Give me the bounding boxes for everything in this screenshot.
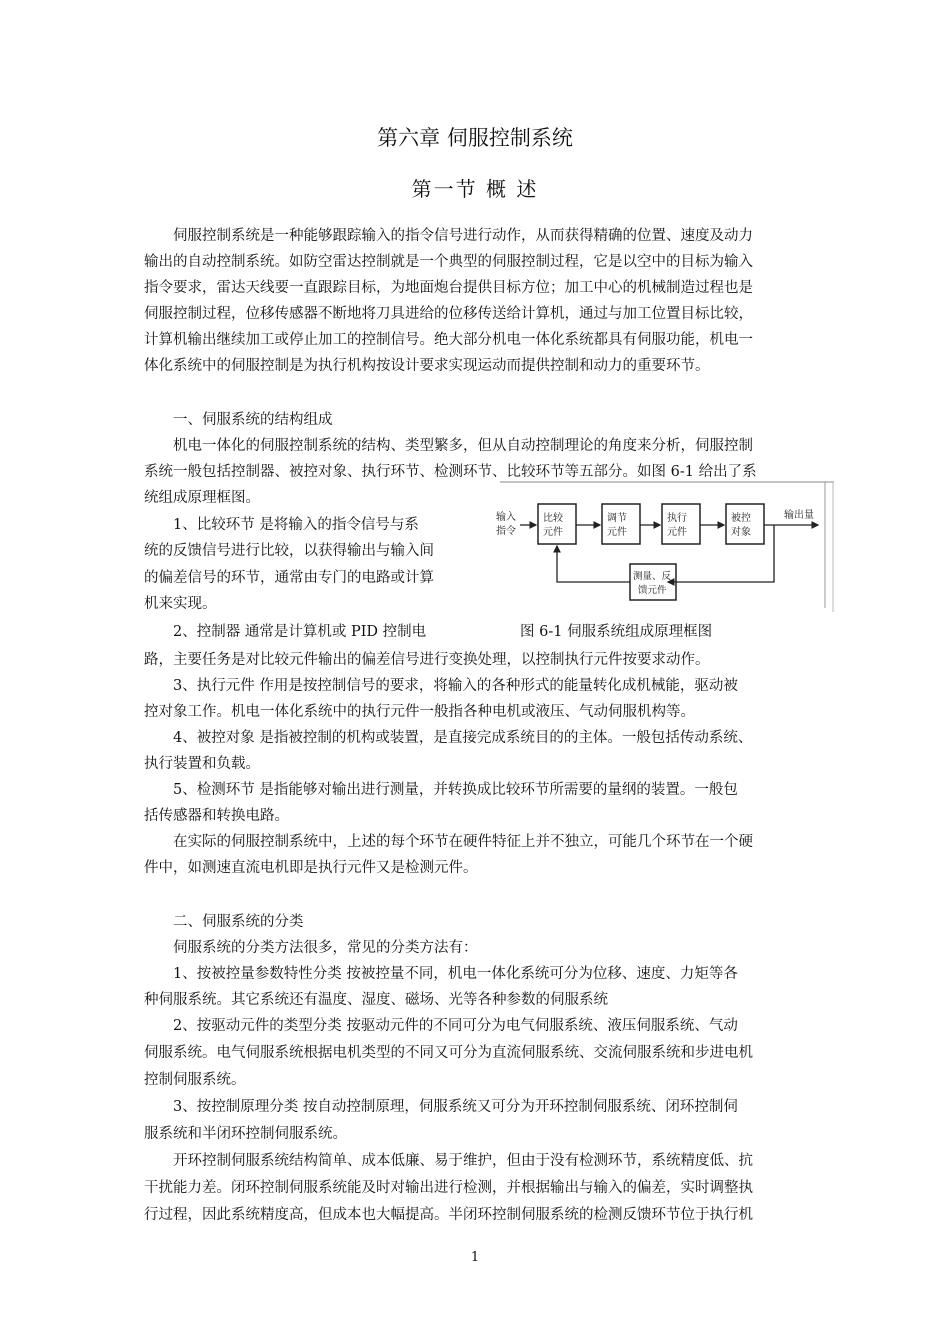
input-label: 指令 [496, 526, 516, 537]
text-line: 指令要求，雷达天线要一直跟踪目标，为地面炮台提供目标方位；加工中心的机械制造过程也是 [144, 280, 753, 296]
block-label: 执行 [667, 513, 687, 524]
text-line: 件中，如测速直流电机即是执行元件又是检测元件。 [144, 860, 478, 876]
heading-structure: 一、伺服系统的结构组成 [144, 412, 333, 428]
section-title: 第一节 概 述 [411, 177, 539, 201]
block-actuator [662, 504, 700, 544]
text-line: 2、按驱动元件的类型分类 按驱动元件的不同可分为电气伺服系统、液压伺服系统、气动 [144, 1018, 738, 1034]
text-line: 1、按被控量参数特性分类 按被控量不同，机电一体化系统可分为位移、速度、力矩等各 [144, 966, 738, 982]
text-line: 统组成原理框图。 [144, 490, 260, 506]
text-line: 机电一体化的伺服控制系统的结构、类型繁多，但从自动控制理论的角度来分析，伺服控制 [144, 438, 753, 454]
block-label: 元件 [607, 527, 627, 538]
text-line: 系统一般包括控制器、被控对象、执行环节、检测环节、比较环节等五部分。如图 6-1 给出了系 [144, 464, 757, 480]
text-line: 2、控制器 通常是计算机或 PID 控制电 [144, 624, 427, 640]
chapter-title: 第六章 伺服控制系统 [377, 126, 573, 150]
heading-classification: 二、伺服系统的分类 [144, 914, 304, 930]
text-line: 行过程，因此系统精度高，但成本也大幅提高。半闭环控制伺服系统的检测反馈环节位于执行机 [144, 1207, 753, 1223]
text-line: 种伺服系统。其它系统还有温度、湿度、磁场、光等各种参数的伺服系统 [144, 992, 608, 1008]
text-line: 3、按控制原理分类 按自动控制原理，伺服系统又可分为开环控制伺服系统、闭环控制伺 [144, 1099, 738, 1115]
text-line: 伺服系统。电气伺服系统根据电机类型的不同又可分为直流伺服系统、交流伺服系统和步进电机 [144, 1045, 753, 1061]
text-line: 伺服控制系统是一种能够跟踪输入的指令信号进行动作，从而获得精确的位置、速度及动力 [144, 228, 753, 244]
text-line: 1、比较环节 是将输入的指令信号与系 [144, 517, 419, 533]
block-label: 比较 [543, 513, 563, 524]
text-line: 伺服控制过程，位移传感器不断地将刀具进给的位移传送给计算机，通过与加工位置目标比较， [144, 306, 753, 322]
text-line: 括传感器和转换电路。 [144, 808, 289, 824]
text-line: 输出的自动控制系统。如防空雷达控制就是一个典型的伺服控制过程，它是以空中的目标为输入 [144, 254, 753, 270]
block-label: 测量、反 [633, 571, 672, 582]
block-plant [726, 504, 764, 544]
page-number: 1 [470, 1250, 480, 1265]
input-label: 输入 [496, 512, 516, 523]
text-line: 伺服系统的分类方法很多，常见的分类方法有： [144, 940, 478, 956]
figure-caption: 图 6-1 伺服系统组成原理框图 [520, 624, 713, 640]
block-label: 元件 [667, 527, 687, 538]
text-line: 干扰能力差。闭环控制伺服系统能及时对输出进行检测，并根据输出与输入的偏差，实时调整执 [144, 1180, 753, 1196]
block-label: 被控 [731, 513, 751, 524]
text-line: 控对象工作。机电一体化系统中的执行元件一般指各种电机或液压、气动伺服机构等。 [144, 704, 695, 720]
text-line: 的偏差信号的环节，通常由专门的电路或计算 [144, 570, 434, 586]
output-label: 输出量 [784, 510, 814, 521]
block-label: 调节 [607, 513, 627, 524]
text-line: 机来实现。 [144, 596, 217, 612]
text-line: 服系统和半闭环控制伺服系统。 [144, 1126, 347, 1142]
text-line: 4、被控对象 是指被控制的机构或装置，是直接完成系统目的的主体。一般包括传动系统、 [144, 730, 753, 746]
text-line: 3、执行元件 作用是按控制信号的要求，将输入的各种形式的能量转化成机械能，驱动被 [144, 678, 738, 694]
text-line: 在实际的伺服控制系统中，上述的每个环节在硬件特征上并不独立，可能几个环节在一个硬 [144, 834, 753, 850]
block-label: 元件 [543, 527, 563, 538]
block-diagram-figure [492, 480, 838, 612]
text-line: 计算机输出继续加工或停止加工的控制信号。绝大部分机电一体化系统都具有伺服功能，机电一 [144, 332, 753, 348]
text-line: 体化系统中的伺服控制是为执行机构按设计要求实现运动而提供控制和动力的重要环节。 [144, 358, 710, 374]
text-line: 路，主要任务是对比较元件输出的偏差信号进行变换处理，以控制执行元件按要求动作。 [144, 652, 710, 668]
text-line: 执行装置和负载。 [144, 756, 260, 772]
block-regulate [602, 504, 640, 544]
block-compare [538, 504, 576, 544]
text-line: 5、检测环节 是指能够对输出进行测量，并转换成比较环节所需要的量纲的装置。一般包 [144, 782, 738, 798]
text-line: 控制伺服系统。 [144, 1072, 246, 1088]
block-label: 对象 [731, 527, 751, 538]
block-label: 馈元件 [638, 585, 667, 596]
text-line: 开环控制伺服系统结构简单、成本低廉、易于维护，但由于没有检测环节，系统精度低、抗 [144, 1153, 753, 1169]
text-line: 统的反馈信号进行比较，以获得输出与输入间 [144, 543, 434, 559]
